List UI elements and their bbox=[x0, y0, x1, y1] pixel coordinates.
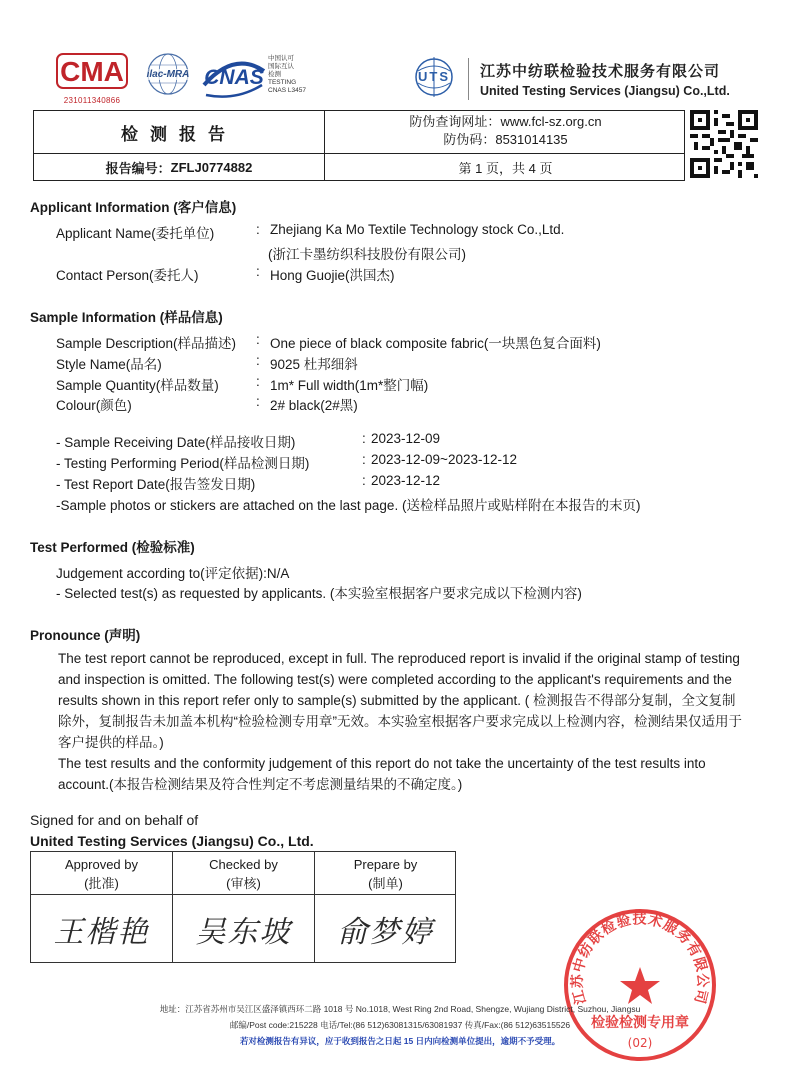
verify-url-label: 防伪查询网址： bbox=[409, 114, 501, 129]
colon: : bbox=[256, 353, 260, 368]
cnas-text-line: CNAS L3457 bbox=[268, 87, 306, 94]
cnas-text-line: 中国认可 bbox=[268, 55, 294, 62]
applicant-name-cn: (浙江卡墨纺织科技股份有限公司) bbox=[268, 247, 466, 262]
pronounce-paragraph-1 bbox=[58, 648, 773, 795]
date-value: 2023-12-12 bbox=[371, 473, 441, 488]
contact-label: Contact Person(委托人) bbox=[56, 268, 199, 283]
signing-company: United Testing Services (Jiangsu) Co., Ltd. bbox=[30, 833, 314, 849]
pronounce-line: results shown in this report refer only to sample(s) submitted by the applicant. ( 检测报告不得部分复制，全文复制 bbox=[58, 693, 736, 708]
colon: : bbox=[256, 264, 260, 279]
photo-note: -Sample photos or stickers are attached on the last page. (送检样品照片或贴样附在本报告的末页) bbox=[56, 498, 641, 513]
pronounce-line: and inspection is omitted. The following test(s) were completed according to the applicant's requirements and the bbox=[58, 672, 732, 687]
applicant-heading: Applicant Information (客户信息) bbox=[30, 200, 237, 215]
report-number-value: ZFLJ0774882 bbox=[170, 160, 253, 175]
judgement-line: Judgement according to(评定依据):N/A bbox=[56, 566, 290, 581]
sample-row-label: Colour(颜色) bbox=[56, 398, 132, 413]
report-title-table bbox=[33, 110, 685, 181]
report-number bbox=[34, 154, 324, 181]
cnas-text-line: 检测 bbox=[268, 71, 281, 78]
cnas-text-line: 国际互认 bbox=[268, 63, 294, 70]
ilac-mra-logo bbox=[140, 52, 196, 102]
qr-code-icon bbox=[690, 110, 758, 178]
cnas-text-line: TESTING bbox=[268, 79, 297, 86]
ilac-label: ilac-MRA bbox=[140, 69, 196, 80]
table-divider bbox=[31, 894, 455, 895]
colon: : bbox=[362, 473, 366, 488]
cnas-logo bbox=[200, 55, 268, 99]
sample-row-value: One piece of black composite fabric(一块黑色复合面料) bbox=[270, 336, 601, 351]
sample-row-label: Style Name(品名) bbox=[56, 357, 162, 372]
sample-row-value: 1m* Full width(1m*整门幅) bbox=[270, 378, 429, 393]
date-label: - Testing Performing Period(样品检测日期) bbox=[56, 456, 310, 471]
sample-heading: Sample Information (样品信息) bbox=[30, 310, 223, 325]
preparer-signature: 俞梦婷 bbox=[337, 915, 434, 950]
footer-contact: 邮编/Post code:215228 电话/Tel:(86 512)63081315/63081937 传真/Fax:(86 512)63515526 bbox=[229, 1020, 571, 1030]
prepare-by-header bbox=[315, 855, 456, 893]
date-value: 2023-12-09 bbox=[371, 431, 441, 446]
sample-row-value: 2# black(2#黑) bbox=[270, 398, 358, 413]
contact-value: Hong Guojie(洪国杰) bbox=[270, 268, 395, 283]
page-info: 第 1 页，共 4 页 bbox=[458, 161, 553, 176]
prepare-by-title-cn: (制单) bbox=[368, 876, 403, 891]
colon: : bbox=[256, 222, 260, 237]
prepare-by-title: Prepare by bbox=[353, 857, 418, 872]
company-name-cn: 江苏中纺联检验技术服务有限公司 bbox=[480, 63, 721, 80]
pronounce-line: 除外，复制报告未加盖本机构“检验检测专用章”无效。本实验室根据客户要求完成以上检测内容，检测结果仅适用于 bbox=[58, 714, 742, 729]
sample-row-label: Sample Description(样品描述) bbox=[56, 336, 237, 351]
cma-code: 231011340866 bbox=[63, 96, 121, 105]
selected-tests-line: - Selected test(s) as requested by applicants. (本实验室根据客户要求完成以下检测内容) bbox=[56, 586, 582, 601]
anti-counterfeit-info bbox=[325, 113, 686, 149]
report-number-label: 报告编号： bbox=[105, 161, 171, 176]
pronounce-heading: Pronounce (声明) bbox=[30, 628, 141, 643]
uts-logo bbox=[410, 55, 458, 99]
approved-by-header bbox=[31, 855, 172, 893]
date-value: 2023-12-09~2023-12-12 bbox=[371, 452, 517, 467]
colon: : bbox=[256, 394, 260, 409]
approver-signature: 王楷艳 bbox=[53, 915, 150, 950]
checked-by-title-cn: (审核) bbox=[226, 876, 261, 891]
report-title: 检测报告 bbox=[121, 124, 237, 144]
checked-by-title: Checked by bbox=[209, 857, 278, 872]
pronounce-line: 客户提供的样品。) bbox=[58, 735, 164, 750]
cnas-text-block bbox=[268, 55, 306, 95]
sample-row-value: 9025 杜邦细斜 bbox=[270, 357, 358, 372]
colon: : bbox=[256, 374, 260, 389]
cma-logo bbox=[55, 52, 129, 105]
date-label: - Test Report Date(报告签发日期) bbox=[56, 477, 256, 492]
uts-mark: UTS bbox=[418, 69, 450, 84]
cma-logo-icon bbox=[55, 52, 129, 90]
company-name-en: United Testing Services (Jiangsu) Co.,Ltd. bbox=[480, 84, 730, 98]
stamp-number: (02) bbox=[627, 1036, 653, 1050]
footer-address: 地址：江苏省苏州市吴江区盛泽镇西环二路 1018 号 No.1018, West Ring 2nd Road, Shengze, Wujiang District, Suzhou, Jiangsu bbox=[159, 1004, 641, 1014]
svg-text:CMA: CMA bbox=[60, 56, 124, 87]
pronounce-line: account.(本报告检测结果及符合性判定不考虑测量结果的不确定度。) bbox=[58, 777, 463, 792]
pronounce-line: The test report cannot be reproduced, except in full. The reproduced report is invalid if the original stamp of testing bbox=[58, 651, 740, 666]
applicant-name-value: Zhejiang Ka Mo Textile Technology stock Co.,Ltd. bbox=[270, 222, 565, 237]
cnas-label: CNAS bbox=[204, 66, 264, 89]
footer-notice: 若对检测报告有异议，应于收到报告之日起 15 日内向检测单位提出，逾期不予受理。 bbox=[239, 1036, 561, 1046]
applicant-name-label: Applicant Name(委托单位) bbox=[56, 226, 215, 241]
date-label: - Sample Receiving Date(样品接收日期) bbox=[56, 435, 296, 450]
colon: : bbox=[362, 431, 366, 446]
signature-table bbox=[30, 851, 456, 963]
signed-for-text: Signed for and on behalf of bbox=[30, 812, 199, 828]
verify-code: 8531014135 bbox=[495, 132, 568, 147]
checked-by-header bbox=[173, 855, 314, 893]
sample-row-label: Sample Quantity(样品数量) bbox=[56, 378, 219, 393]
pronounce-line: The test results and the conformity judgement of this report do not take the uncertainty of the test results into bbox=[58, 756, 706, 771]
colon: : bbox=[362, 452, 366, 467]
colon: : bbox=[256, 332, 260, 347]
approved-by-title: Approved by bbox=[65, 857, 138, 872]
verify-code-label: 防伪码： bbox=[443, 132, 496, 147]
header-divider bbox=[468, 58, 469, 100]
stamp-center-text: 检验检测专用章 bbox=[591, 1015, 689, 1031]
approved-by-title-cn: (批准) bbox=[84, 876, 119, 891]
checker-signature: 吴东坡 bbox=[195, 915, 292, 950]
test-heading: Test Performed (检验标准) bbox=[30, 540, 195, 555]
verify-url[interactable]: www.fcl-sz.org.cn bbox=[500, 114, 602, 129]
stamp-ring-text: 江苏中纺联检验技术服务有限公司 bbox=[569, 911, 711, 1006]
